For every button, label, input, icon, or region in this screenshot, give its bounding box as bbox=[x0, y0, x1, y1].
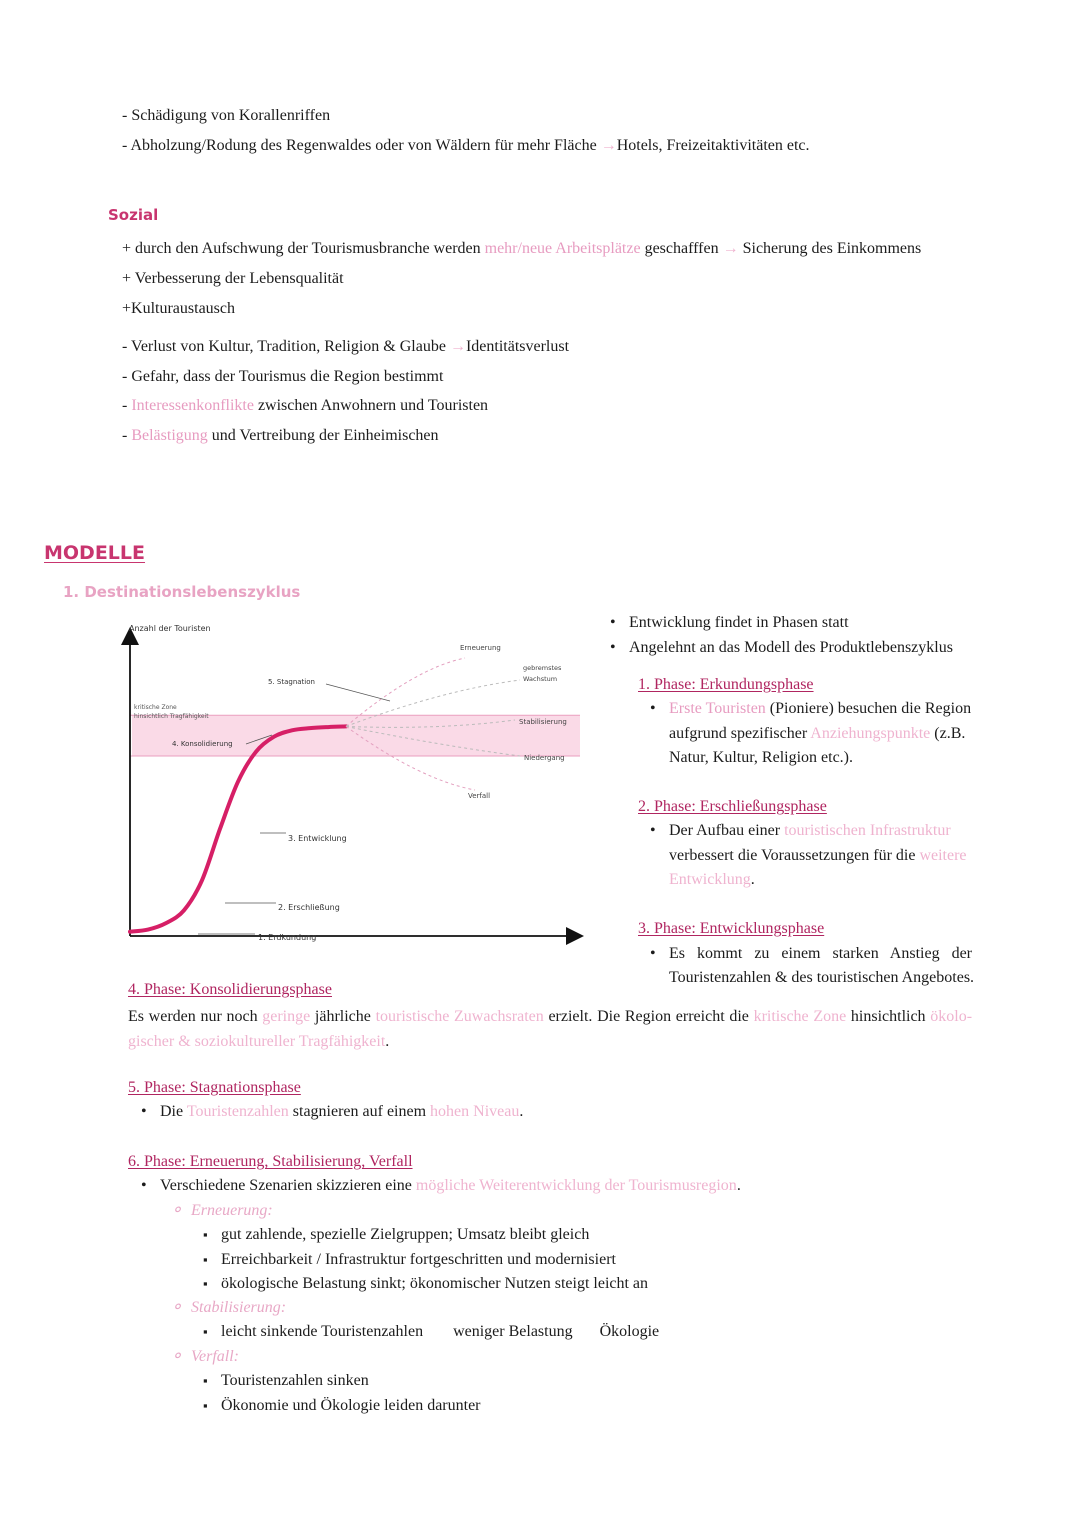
scenario-gebremstes: gebremstes bbox=[523, 664, 562, 672]
umwelt-line-2: - Abholzung/Rodung des Regenwaldes oder von Wäldern für mehr Fläche →Hotels, Freizeitaktivitäten etc. bbox=[122, 137, 810, 154]
scenario-verfall-heading: ∘ Verfall: bbox=[191, 1348, 239, 1366]
sozial-plus-3: +Kulturaustausch bbox=[122, 300, 235, 317]
scenario-verfall: Verfall bbox=[468, 792, 491, 800]
phase-2-title: 2. Phase: Erschließungsphase bbox=[638, 798, 827, 815]
phase-2-line-1: • Der Aufbau einer touristischen Infrastruktur bbox=[669, 822, 951, 840]
phase-5-line: • Die Touristenzahlen stagnieren auf einem hohen Niveau. bbox=[160, 1103, 523, 1121]
modelle-heading: MODELLE bbox=[44, 542, 146, 564]
sozial-minus-3: - Interessenkonflikte zwischen Anwohnern und Touristen bbox=[122, 397, 489, 414]
sozial-plus-1: + durch den Aufschwung der Tourismusbranche werden mehr/neue Arbeitsplätze geschafffen → Sicherung des Einkommens bbox=[122, 240, 922, 257]
right-bullet-2: • Angelehnt an das Modell des Produktlebenszyklus bbox=[629, 639, 953, 657]
phase-6-title: 6. Phase: Erneuerung, Stabilisierung, Verfall bbox=[128, 1153, 413, 1170]
phase-1-label: 1. Erdkundung bbox=[258, 933, 317, 942]
sozial-minus-2: - Gefahr, dass der Tourismus die Region bestimmt bbox=[122, 368, 444, 385]
stabilisierung-item: ▪ leicht sinkende Touristenzahlen weniger Belastung Ökologie bbox=[221, 1323, 659, 1341]
erneuerung-item-1: ▪ gut zahlende, spezielle Zielgruppen; Umsatz bleibt gleich bbox=[221, 1226, 589, 1244]
erneuerung-item-3: ▪ ökologische Belastung sinkt; ökonomischer Nutzen steigt leicht an bbox=[221, 1275, 648, 1293]
scenario-stabilisierung-heading: ∘ Stabilisierung: bbox=[191, 1299, 286, 1317]
sozial-minus-4: - Belästigung und Vertreibung der Einheimischen bbox=[122, 427, 439, 444]
phase-4-label: 4. Konsolidierung bbox=[172, 740, 233, 748]
scenario-erneuerung: Erneuerung bbox=[460, 644, 501, 652]
sozial-heading: Sozial bbox=[108, 206, 159, 224]
phase-3-line-2: Touristenzahlen & des touristischen Angebotes. bbox=[669, 969, 975, 986]
lifecycle-curve bbox=[130, 726, 346, 931]
scenario-wachstum: Wachstum bbox=[523, 675, 558, 683]
destination-lifecycle-heading: 1. Destinationslebenszyklus bbox=[63, 583, 301, 601]
arrow-icon: → bbox=[449, 338, 466, 355]
phase-2-label: 2. Erschließung bbox=[278, 903, 340, 912]
lifecycle-chart bbox=[120, 618, 590, 958]
critical-zone-band bbox=[132, 715, 580, 756]
phase-1-line-2: aufgrund spezifischer Anziehungspunkte (z.B. bbox=[669, 725, 966, 742]
phase-5-leader bbox=[326, 684, 390, 701]
phase-3-line-1: • Es kommt zu einem starken Anstieg der bbox=[669, 945, 972, 963]
umwelt-line-1: - Schädigung von Korallenriffen bbox=[122, 107, 331, 124]
phase-2-line-3: Entwicklung. bbox=[669, 871, 755, 888]
y-axis-label: Anzahl der Touristen bbox=[129, 624, 211, 633]
phase-1-line-3: Natur, Kultur, Religion etc.). bbox=[669, 749, 854, 766]
phase-4-title: 4. Phase: Konsolidierungsphase bbox=[128, 981, 332, 998]
arrow-icon: → bbox=[722, 240, 739, 257]
scenario-stabilisierung: Stabilisierung bbox=[519, 718, 567, 726]
phase-2-line-2: verbessert die Voraussetzungen für die weitere bbox=[669, 847, 967, 864]
phase-5-label: 5. Stagnation bbox=[268, 678, 315, 686]
phase-6-line: • Verschiedene Szenarien skizzieren eine mögliche Weiterentwicklung der Tourismusregion. bbox=[160, 1177, 741, 1195]
phase-3-label: 3. Entwicklung bbox=[288, 834, 347, 843]
phase-1-line-1: • Erste Touristen (Pioniere) besuchen die Region bbox=[669, 700, 971, 718]
arrow-icon: → bbox=[600, 137, 617, 154]
scenario-niedergang: Niedergang bbox=[524, 754, 565, 762]
phase-4-text: Es werden nur noch geringe jährliche touristische Zuwachsraten erzielt. Die Region erreicht die kritische Zone hinsichtlich ökolo- gischer & soziokultureller Tragfähigkeit. bbox=[128, 1008, 973, 1050]
right-bullet-1: • Entwicklung findet in Phasen statt bbox=[629, 614, 849, 632]
zone-label-2: hinsichtlich Tragfähigkeit bbox=[134, 713, 209, 720]
sozial-plus-2: + Verbesserung der Lebensqualität bbox=[122, 270, 344, 287]
phase-3-title: 3. Phase: Entwicklungsphase bbox=[638, 920, 825, 937]
sozial-minus-1: - Verlust von Kultur, Tradition, Religion & Glaube →Identitätsverlust bbox=[122, 338, 570, 355]
verfall-item-1: ▪ Touristenzahlen sinken bbox=[221, 1372, 369, 1390]
zone-label-1: kritische Zone bbox=[134, 704, 177, 711]
scenario-erneuerung-heading: ∘ Erneuerung: bbox=[191, 1202, 273, 1220]
phase-1-title: 1. Phase: Erkundungsphase bbox=[638, 676, 814, 693]
phase-5-title: 5. Phase: Stagnationsphase bbox=[128, 1079, 301, 1096]
verfall-item-2: ▪ Ökonomie und Ökologie leiden darunter bbox=[221, 1397, 481, 1415]
erneuerung-item-2: ▪ Erreichbarkeit / Infrastruktur fortgeschritten und modernisiert bbox=[221, 1251, 616, 1269]
